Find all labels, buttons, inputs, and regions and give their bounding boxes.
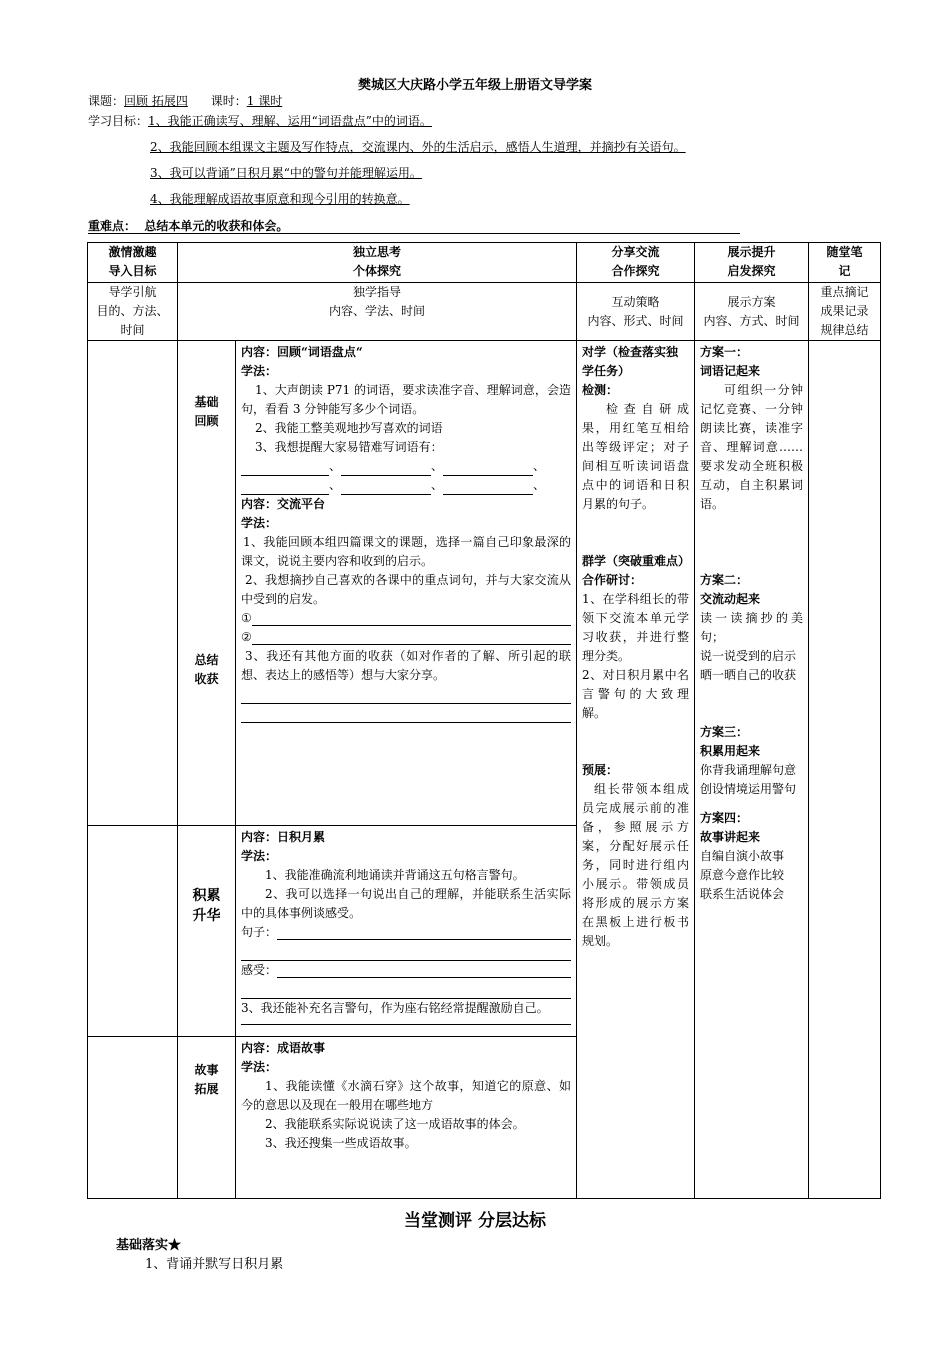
show-title: 方案三：: [700, 725, 749, 739]
blank-row: ②: [241, 628, 571, 647]
show-text: 可组织一分钟记忆竞赛、一分钟朗读比赛，读准字音、理解词意……要求发动全班积极互动，自主积累词语。: [700, 383, 804, 511]
topic-label: 课题：: [88, 94, 125, 108]
notes-cell[interactable]: [809, 341, 881, 1199]
goal-item: 2、我能回顾本组课文主题及写作特点，交流课内、外的生活启示，感悟人生道理，并摘抄有关语句。: [150, 140, 686, 154]
goals-label: 学习目标：: [88, 114, 149, 128]
subheader-cell: 展示方案 内容、方式、时间: [695, 283, 809, 341]
share-sub: 合作研讨：: [582, 573, 643, 587]
share-sub: 检测：: [582, 383, 619, 397]
share-text: 1、在学科组长的带领下交流本单元学习收获，并进行整理分类。: [582, 592, 690, 663]
block-method-label: 学法：: [241, 364, 278, 378]
block-text: 1、我能准确流利地诵读并背诵这五句格言警句。: [265, 868, 525, 882]
keypoint-value: 总结本单元的收获和体会。: [144, 219, 289, 233]
share-text: 组长带领本组成员完成展示前的准备，参照展示方案，分配好展示任务，同时进行组内小展示。带领成员将形成的展示方案在黑板上进行板书规划。: [582, 782, 690, 948]
stage-label-accumulate: 积累 升华: [192, 888, 221, 924]
show-text: 读一读摘抄的美句；: [700, 611, 804, 644]
share-title: 预展：: [582, 763, 619, 777]
block-text: 3、我想提醒大家易错难写词语有：: [255, 440, 443, 454]
stage-cell: [178, 341, 236, 826]
block-text: 2、我想摘抄自己喜欢的各课中的重点词句，并与大家交流从中受到的启发。: [241, 573, 572, 606]
show-title: 方案四：: [700, 811, 749, 825]
goal-item: 1、我能正确读写、理解、运用“词语盘点”中的词语。: [148, 114, 432, 128]
goal-line-1: [88, 113, 432, 129]
goal-item: 4、我能理解成语故事原意和现今引用的转换意。: [150, 192, 410, 206]
blank-row: 句子：: [241, 923, 571, 942]
share-text: 检查自研成果，用红笔互相给出等级评定；对子间相互听读词语盘点中的词语和日积月累的句子。: [582, 402, 690, 511]
table-header-row: [88, 243, 881, 283]
block-text: 1、我能回顾本组四篇课文的课题，选择一篇自己印象最深的课文，说说主要内容和收到的启示。: [241, 535, 572, 568]
blank-line: [241, 942, 571, 961]
block-text: 2、我可以选择一句说出自己的理解，并能联系生活实际中的具体事例谈感受。: [241, 887, 572, 920]
stage-label-story: 故事 拓展: [194, 1063, 219, 1096]
block-text: 3、我还搜集一些成语故事。: [265, 1136, 417, 1150]
block-method-label: 学法：: [241, 516, 278, 530]
block-text: 2、我能联系实际说说读了这一成语故事的体会。: [265, 1117, 525, 1131]
block-text: 3、我还能补充名言警句，作为座右铭经常提醒激励自己。: [241, 1001, 549, 1015]
block-text: 2、我能工整美观地抄写喜欢的词语: [255, 421, 443, 435]
study-cell: [236, 1037, 577, 1199]
header-cell: 分享交流 合作探究: [577, 243, 695, 283]
subheader-cell: 独学指导 内容、学法、时间: [178, 283, 577, 341]
block-content-title: 内容：成语故事: [241, 1041, 326, 1055]
guide-cell: [88, 1037, 178, 1199]
assessment-title: 当堂测评 分层达标: [404, 1211, 546, 1231]
page-title: 樊城区大庆路小学五年级上册语文导学案: [357, 78, 592, 93]
show-title: 方案二：: [700, 573, 749, 587]
header-cell: 随堂笔 记: [809, 243, 881, 283]
goal-item: 3、我可以背诵”日积月累“中的警句并能理解运用。: [150, 166, 422, 180]
show-text: 原意今意作比较: [700, 868, 785, 882]
block-text: 1、我能读懂《水滴石穿》这个故事，知道它的原意、如今的意思以及现在一般用在哪些地方: [241, 1079, 572, 1112]
blank-row: 感受：: [241, 961, 571, 980]
topic-value: 回顾 拓展四: [124, 94, 188, 108]
period-value: 1 课时: [246, 94, 283, 108]
blank-line: [241, 980, 571, 999]
subheader-cell: 互动策略 内容、形式、时间: [577, 283, 695, 341]
block-text: 3、我还有其他方面的收获（如对作者的了解、所引起的联想、表达上的感悟等）想与大家分享。: [241, 649, 572, 682]
show-text: 晒一晒自己的收获: [700, 668, 797, 682]
period-label: 课时：: [210, 94, 247, 108]
block-method-label: 学法：: [241, 1060, 278, 1074]
subheader-cell: 导学引航 目的、方法、 时间: [88, 283, 178, 341]
show-sub: 故事讲起来: [700, 830, 761, 844]
share-title: 群学（突破重难点）: [582, 554, 691, 568]
show-sub: 积累用起来: [700, 744, 761, 758]
blank-line: [241, 1018, 571, 1025]
guide-table: [87, 242, 881, 1199]
block-text: 1、大声朗读 P71 的词语，要求读准字音、理解词意，会造句，看看 3 分钟能写多少个词语。: [241, 383, 572, 416]
share-cell: [577, 341, 695, 1199]
show-text: 说一说受到的启示: [700, 649, 797, 663]
header-cell: 展示提升 启发探究: [695, 243, 809, 283]
stage-label-basic: 基础 回顾: [194, 395, 219, 428]
keypoint-line: [88, 218, 288, 234]
share-title: 对学（检查落实独学任务）: [582, 345, 679, 378]
study-cell: [236, 826, 577, 1037]
block-content-title: 内容：日积月累: [241, 830, 326, 844]
header-cell: 激情激趣 导入目标: [88, 243, 178, 283]
guide-cell: [88, 826, 178, 1037]
assessment-item: 1、背诵并默写日积月累: [145, 1257, 284, 1272]
blank-line: [241, 704, 571, 723]
table-subheader-row: [88, 283, 881, 341]
study-cell: [236, 341, 577, 826]
show-text: 你背我诵理解句意: [700, 763, 797, 777]
guide-cell: [88, 341, 178, 826]
blank-row: 、 、 、: [241, 476, 571, 495]
block-content-title: 内容：回顾“词语盘点“: [241, 345, 363, 359]
show-sub: 词语记起来: [700, 364, 761, 378]
share-text: 2、对日积月累中名言警句的大致理解。: [582, 668, 690, 720]
table-row: [88, 341, 881, 826]
blank-row: 、 、 、: [241, 457, 571, 476]
stage-cell: [178, 826, 236, 1037]
keypoint-label: 重难点：: [88, 219, 137, 233]
header-cell: 独立思考 个体探究: [178, 243, 577, 283]
assessment-level: 基础落实★: [116, 1238, 182, 1253]
show-text: 自编自演小故事: [700, 849, 785, 863]
blank-line: [241, 685, 571, 704]
block-method-label: 学法：: [241, 849, 278, 863]
stage-cell: [178, 1037, 236, 1199]
keypoint-underline: [88, 233, 740, 234]
stage-label-summary: 总结 收获: [194, 653, 219, 686]
show-title: 方案一：: [700, 345, 749, 359]
show-text: 联系生活说体会: [700, 887, 785, 901]
blank-row: ①: [241, 609, 571, 628]
topic-line: [88, 93, 282, 109]
show-text: 创设情境运用警句: [700, 782, 797, 796]
subheader-cell: 重点摘记 成果记录 规律总结: [809, 283, 881, 341]
block-content-title: 内容：交流平台: [241, 497, 326, 511]
show-sub: 交流动起来: [700, 592, 761, 606]
show-cell: [695, 341, 809, 1199]
